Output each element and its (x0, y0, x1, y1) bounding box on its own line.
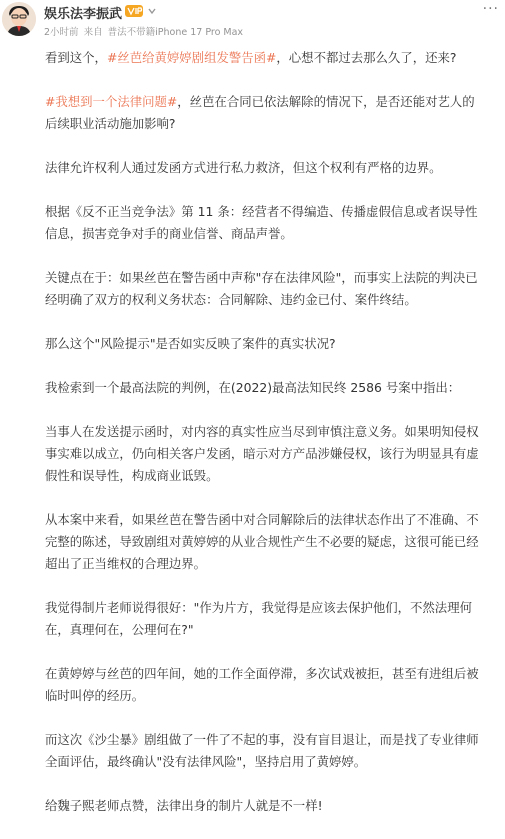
vip-badge-icon (125, 5, 143, 17)
paragraph: 根据《反不正当竞争法》第 11 条：经营者不得编造、传播虚假信息或者误导性信息，损害竞争对手的商业信誉、商品声誉。 (45, 204, 478, 241)
paragraph (45, 91, 480, 135)
topic-hashtag-link[interactable]: #我想到一个法律问题# (45, 94, 178, 109)
topic-hashtag-link[interactable]: #丝芭给黄婷婷剧组发警告函# (106, 50, 277, 65)
post-body (45, 47, 480, 839)
chevron-down-icon[interactable] (147, 6, 157, 16)
paragraph: 法律允许权利人通过发函方式进行私力救济，但这个权利有严格的边界。 (45, 160, 442, 175)
paragraph: 我觉得制片老师说得很好："作为片方，我觉得是应该去保护他们，不然法理何在，真理何在，公理何在?" (45, 600, 472, 637)
paragraph (45, 47, 480, 69)
paragraph: 从本案中来看，如果丝芭在警告函中对合同解除后的法律状态作出了不准确、不完整的陈述，导致剧组对黄婷婷的从业合规性产生不必要的疑虑，这很可能已经超出了正当维权的合理边界。 (45, 512, 479, 571)
paragraph: 而这次《沙尘暴》剧组做了一件了不起的事，没有盲目退让，而是找了专业律师全面评估，最终确认"没有法律风险"，坚持启用了黄婷婷。 (45, 732, 479, 769)
paragraph-text: 看到这个， (45, 50, 107, 65)
post-source-device[interactable]: 普法不带籍iPhone 17 Pro Max (107, 27, 244, 38)
post-header (0, 0, 505, 44)
paragraph: 关键点在于：如果丝芭在警告函中声称"存在法律风险"，而事实上法院的判决已经明确了双方的权利义务状态：合同解除、违约金已付、案件终结。 (45, 270, 478, 307)
post-source-prefix: 来自 (83, 27, 103, 38)
author-name[interactable]: 娱乐法李振武 (44, 7, 123, 22)
post-time: 2小时前 (44, 27, 79, 38)
paragraph: 当事人在发送提示函时，对内容的真实性应当尽到审慎注意义务。如果明知侵权事实难以成立，仍向相关客户发函，暗示对方产品涉嫌侵权，该行为明显具有虚假性和误导性，构成商业诋毁。 (45, 424, 479, 483)
paragraph-text: 给魏子熙老师点赞，法律出身的制片人就是不一样! (45, 798, 323, 813)
paragraph: 那么这个"风险提示"是否如实反映了案件的真实状况? (45, 336, 336, 351)
paragraph-text: ，丝芭在合同已依法解除的情况下，是否还能对艺人的后续职业活动施加影响? (45, 94, 475, 131)
more-icon[interactable]: ··· (482, 1, 499, 17)
paragraph-text: ，心想不都过去那么久了，还来? (276, 50, 457, 65)
paragraph (45, 795, 480, 817)
avatar[interactable] (2, 2, 36, 36)
post-meta (44, 24, 245, 38)
paragraph: 我检索到一个最高法院的判例，在(2022)最高法知民终 2586 号案中指出： (45, 380, 461, 395)
paragraph: 在黄婷婷与丝芭的四年间，她的工作全面停滞，多次试戏被拒，甚至有进组后被临时叫停的经历。 (45, 666, 479, 703)
